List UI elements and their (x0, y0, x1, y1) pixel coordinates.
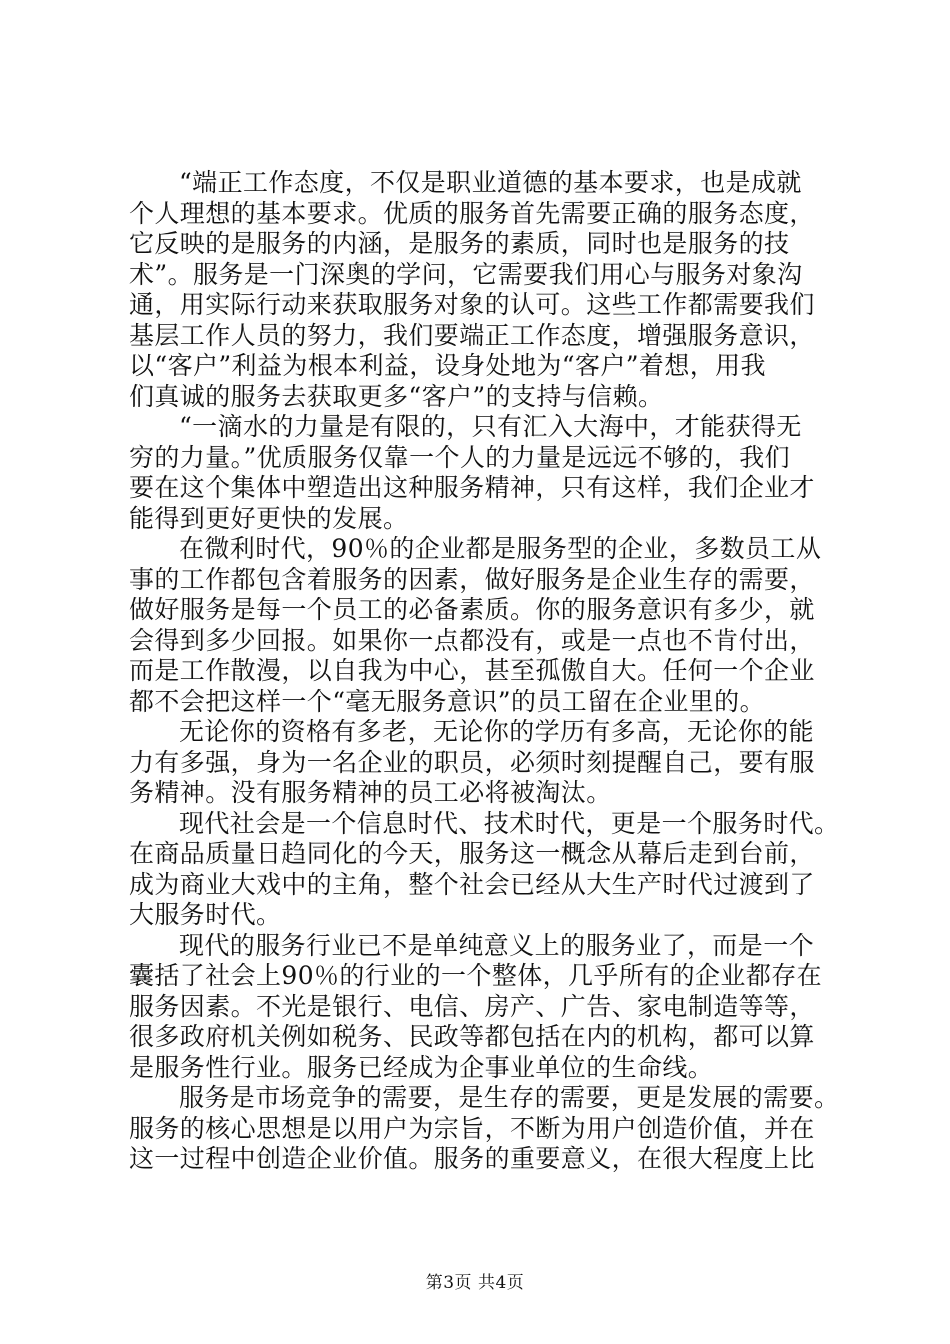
text-line: 能得到更好更快的发展。 (129, 503, 409, 533)
text-line: 很多政府机关例如税务、民政等都包括在内的机构，都可以算 (129, 1022, 815, 1051)
text-line: 囊括了社会上90％的行业的一个整体，几乎所有的企业都存在 (129, 961, 823, 990)
paragraph-first-line: “端正工作态度，不仅是职业道德的基本要求，也是成就 (179, 168, 802, 197)
text-line: 穷的力量。”优质服务仅靠一个人的力量是远远不够的，我们 (129, 442, 791, 472)
text-line: 要在这个集体中塑造出这种服务精神，只有这样，我们企业才 (129, 473, 815, 502)
text-line: 是服务性行业。服务已经成为企事业单位的生命线。 (129, 1052, 714, 1082)
text-line: 基层工作人员的努力，我们要端正工作态度，增强服务意识， (129, 320, 815, 350)
text-line: 这一过程中创造企业价值。服务的重要意义，在很大程度上比 (129, 1144, 815, 1173)
paragraph-first-line: 无论你的资格有多老，无论你的学历有多高，无论你的能 (179, 717, 815, 746)
text-line: 而是工作散漫，以自我为中心，甚至孤傲自大。任何一个企业 (129, 656, 815, 685)
text-line: 它反映的是服务的内涵，是服务的素质，同时也是服务的技 (129, 229, 790, 258)
text-line: 都不会把这样一个“毫无服务意识”的员工留在企业里的。 (129, 686, 765, 716)
text-line: 大服务时代。 (129, 900, 282, 929)
text-line: 个人理想的基本要求。优质的服务首先需要正确的服务态度， (129, 198, 815, 228)
text-line: 做好服务是每一个员工的必备素质。你的服务意识有多少，就 (129, 595, 815, 624)
paragraph-first-line: 现代社会是一个信息时代、技术时代，更是一个服务时代。 (179, 808, 840, 838)
paragraph-first-line: 现代的服务行业已不是单纯意义上的服务业了，而是一个 (179, 930, 815, 960)
text-line: 事的工作都包含着服务的因素，做好服务是企业生存的需要， (129, 564, 815, 594)
paragraph-first-line: 服务是市场竞争的需要，是生存的需要，更是发展的需要。 (179, 1083, 840, 1112)
text-line: 以“客户”利益为根本利益，设身处地为“客户”着想，用我 (129, 351, 766, 380)
paragraph-first-line: 在微利时代，90％的企业都是服务型的企业，多数员工从 (179, 534, 822, 563)
text-line: 们真诚的服务去获取更多“客户”的支持与信赖。 (129, 381, 664, 411)
text-line: 服务的核心思想是以用户为宗旨，不断为用户创造价值，并在 (129, 1113, 815, 1143)
text-line: 通，用实际行动来获取服务对象的认可。这些工作都需要我们 (129, 290, 815, 319)
text-line: 会得到多少回报。如果你一点都没有，或是一点也不肯付出， (129, 625, 815, 655)
paragraph-first-line: “一滴水的力量是有限的，只有汇入大海中，才能获得无 (179, 412, 802, 441)
page-number-footer: 第3页 共4页 (425, 1273, 525, 1293)
text-line: 在商品质量日趋同化的今天，服务这一概念从幕后走到台前， (129, 839, 815, 868)
text-line: 术”。服务是一门深奥的学问，它需要我们用心与服务对象沟 (129, 259, 803, 289)
text-line: 务精神。没有服务精神的员工必将被淘汰。 (129, 778, 612, 807)
body-text (129, 168, 840, 1175)
text-line: 服务因素。不光是银行、电信、房产、广告、家电制造等等， (129, 991, 815, 1021)
text-line: 力有多强，身为一名企业的职员，必须时刻提醒自己，要有服 (129, 747, 815, 777)
text-line: 成为商业大戏中的主角，整个社会已经从大生产时代过渡到了 (129, 869, 815, 899)
